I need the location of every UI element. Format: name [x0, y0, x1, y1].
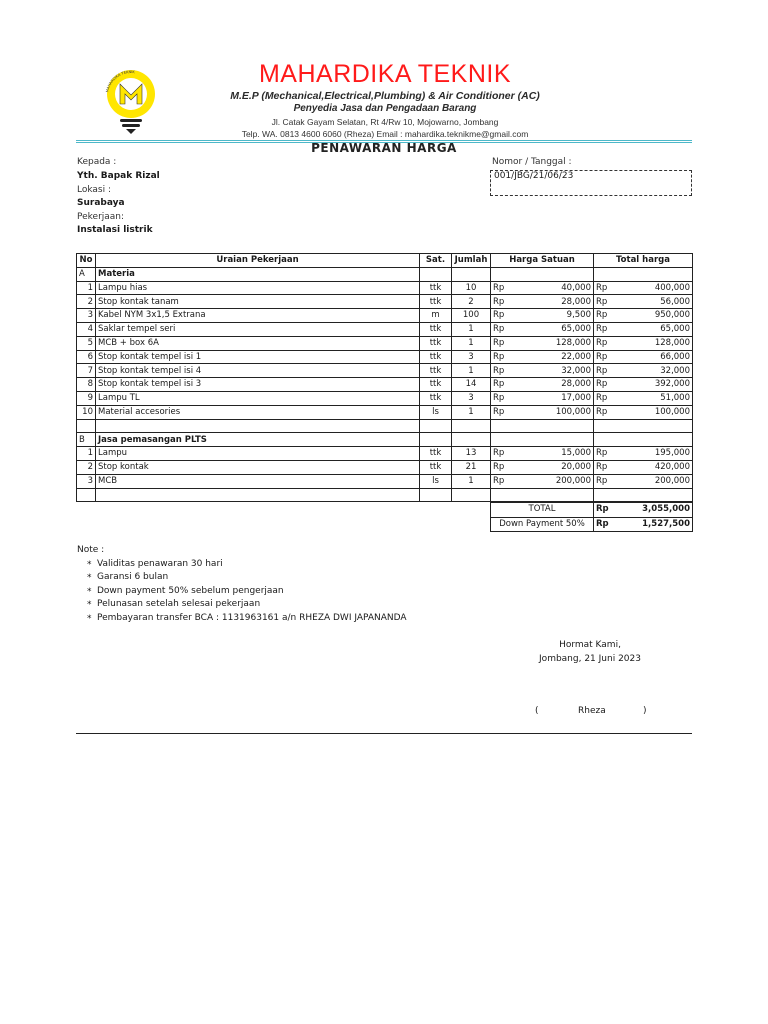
company-contact: Telp. WA. 0813 4600 6060 (Rheza) Email : mahardika.teknikme@gmail.com [241, 129, 529, 139]
col-header-no: No [77, 254, 96, 268]
price-table [76, 253, 693, 502]
item-qty: 14 [452, 378, 491, 392]
item-price-currency: Rp [493, 351, 505, 362]
kepada-label: Kepada : [77, 157, 117, 167]
item-total: 51,000 [660, 393, 690, 404]
item-no: 7 [77, 364, 96, 378]
notes-label: Note : [77, 545, 105, 555]
company-address: Jl. Catak Gayam Selatan, Rt 4/Rw 10, Mojowarno, Jombang [271, 117, 499, 127]
item-total: 65,000 [660, 324, 690, 335]
dp-label: Down Payment 50% [491, 517, 594, 532]
item-unit: ttk [420, 281, 452, 295]
pekerjaan-label: Pekerjaan: [77, 212, 125, 222]
item-price-currency: Rp [493, 296, 505, 307]
item-no: 1 [77, 281, 96, 295]
company-logo [100, 66, 162, 138]
col-header-sat: Sat. [420, 254, 452, 268]
table-row [77, 447, 693, 461]
item-total: 950,000 [654, 310, 690, 321]
item-total: 195,000 [654, 448, 690, 459]
blank-row [77, 488, 693, 502]
item-total-currency: Rp [596, 324, 608, 335]
section-title: Materia [96, 267, 420, 281]
item-total-cell [594, 474, 693, 488]
item-price-cell [491, 460, 594, 474]
item-no: 9 [77, 391, 96, 405]
table-row [77, 405, 693, 419]
item-total: 392,000 [654, 379, 690, 390]
item-qty: 3 [452, 391, 491, 405]
blank-row [77, 419, 693, 433]
item-price: 40,000 [561, 282, 591, 293]
item-description: Lampu TL [96, 391, 420, 405]
item-description: Material accesories [96, 405, 420, 419]
item-price: 28,000 [561, 296, 591, 307]
signature-open-paren: ( [535, 706, 539, 716]
item-unit: ttk [420, 378, 452, 392]
table-row [77, 336, 693, 350]
footer-divider [76, 733, 692, 734]
table-row [77, 460, 693, 474]
table-header-row [77, 254, 693, 268]
item-unit: ttk [420, 336, 452, 350]
item-qty: 2 [452, 295, 491, 309]
col-header-uraian: Uraian Pekerjaan [96, 254, 420, 268]
item-description: Stop kontak [96, 460, 420, 474]
item-unit: ttk [420, 364, 452, 378]
item-no: 2 [77, 460, 96, 474]
item-total-cell [594, 309, 693, 323]
item-price-cell [491, 295, 594, 309]
col-header-harga-satuan: Harga Satuan [491, 254, 594, 268]
item-total-currency: Rp [596, 406, 608, 417]
signature-name: Rheza [578, 706, 606, 716]
item-total-cell [594, 391, 693, 405]
item-no: 6 [77, 350, 96, 364]
item-qty: 100 [452, 309, 491, 323]
item-price-cell [491, 391, 594, 405]
item-total-currency: Rp [596, 393, 608, 404]
item-price-cell [491, 474, 594, 488]
table-row [77, 281, 693, 295]
item-total-cell [594, 405, 693, 419]
item-total-cell [594, 364, 693, 378]
item-qty: 3 [452, 350, 491, 364]
item-price-currency: Rp [493, 475, 505, 486]
lokasi-label: Lokasi : [77, 185, 112, 195]
item-qty: 1 [452, 336, 491, 350]
total-value: 3,055,000 [642, 504, 690, 515]
item-price: 17,000 [561, 393, 591, 404]
item-total-cell [594, 447, 693, 461]
item-total: 56,000 [660, 296, 690, 307]
total-row [491, 503, 693, 518]
item-price-cell [491, 350, 594, 364]
item-total: 100,000 [654, 406, 690, 417]
item-total-currency: Rp [596, 462, 608, 473]
item-unit: ls [420, 474, 452, 488]
item-total: 128,000 [654, 337, 690, 348]
item-total: 66,000 [660, 351, 690, 362]
item-price-currency: Rp [493, 393, 505, 404]
item-total-cell [594, 460, 693, 474]
logo-ring-text: MAHARDIKA TEKNIK [105, 69, 135, 93]
item-description: Stop kontak tempel isi 3 [96, 378, 420, 392]
notes-section [77, 544, 407, 625]
kepada-value: Yth. Bapak Rizal [77, 171, 160, 181]
item-price-currency: Rp [493, 365, 505, 376]
item-description: Stop kontak tanam [96, 295, 420, 309]
item-price-currency: Rp [493, 282, 505, 293]
dp-value: 1,527,500 [642, 518, 690, 529]
item-price-cell [491, 405, 594, 419]
item-qty: 13 [452, 447, 491, 461]
item-description: Stop kontak tempel isi 4 [96, 364, 420, 378]
item-total-currency: Rp [596, 337, 608, 348]
section-code: A [77, 267, 96, 281]
item-total-currency: Rp [596, 379, 608, 390]
item-price-cell [491, 447, 594, 461]
table-row [77, 295, 693, 309]
nomor-value: 001/JBG/21/06/23 [494, 171, 574, 181]
item-unit: ttk [420, 391, 452, 405]
item-no: 3 [77, 309, 96, 323]
item-price: 65,000 [561, 324, 591, 335]
item-no: 10 [77, 405, 96, 419]
note-item: * Validitas penawaran 30 hari [87, 558, 407, 572]
item-price-currency: Rp [493, 310, 505, 321]
item-price-cell [491, 364, 594, 378]
section-code: B [77, 433, 96, 447]
item-no: 4 [77, 322, 96, 336]
note-item: * Pembayaran transfer BCA : 1131963161 a/n RHEZA DWI JAPANANDA [87, 612, 407, 626]
document-title: PENAWARAN HARGA [311, 141, 457, 155]
item-no: 5 [77, 336, 96, 350]
item-qty: 10 [452, 281, 491, 295]
item-total-cell [594, 378, 693, 392]
item-description: Lampu [96, 447, 420, 461]
company-subtitle: Penyedia Jasa dan Pengadaan Barang [293, 103, 477, 114]
item-price-currency: Rp [493, 406, 505, 417]
item-total-currency: Rp [596, 475, 608, 486]
item-description: Stop kontak tempel isi 1 [96, 350, 420, 364]
item-price: 200,000 [555, 475, 591, 486]
item-price-currency: Rp [493, 324, 505, 335]
item-description: Lampu hias [96, 281, 420, 295]
item-total-currency: Rp [596, 310, 608, 321]
section-row [77, 433, 693, 447]
table-body [77, 267, 693, 502]
item-qty: 21 [452, 460, 491, 474]
item-unit: ttk [420, 322, 452, 336]
item-no: 2 [77, 295, 96, 309]
item-unit: ttk [420, 350, 452, 364]
item-qty: 1 [452, 364, 491, 378]
company-name: MAHARDIKA TEKNIK [258, 60, 512, 88]
section-title: Jasa pemasangan PLTS [96, 433, 420, 447]
logo-bar-2 [122, 124, 140, 127]
item-total-currency: Rp [596, 282, 608, 293]
table-row [77, 364, 693, 378]
item-unit: ttk [420, 447, 452, 461]
item-total-cell [594, 322, 693, 336]
signature-close-paren: ) [643, 706, 647, 716]
note-item: * Pelunasan setelah selesai pekerjaan [87, 598, 407, 612]
item-description: Kabel NYM 3x1,5 Extrana [96, 309, 420, 323]
item-price-cell [491, 322, 594, 336]
closing-greeting: Hormat Kami, [559, 640, 621, 650]
table-row [77, 322, 693, 336]
item-qty: 1 [452, 405, 491, 419]
item-total-currency: Rp [596, 351, 608, 362]
item-total-currency: Rp [596, 448, 608, 459]
item-total: 400,000 [654, 282, 690, 293]
table-row [77, 391, 693, 405]
item-price: 15,000 [561, 448, 591, 459]
table-row [77, 378, 693, 392]
item-price: 100,000 [555, 406, 591, 417]
item-no: 3 [77, 474, 96, 488]
section-row [77, 267, 693, 281]
item-description: MCB + box 6A [96, 336, 420, 350]
item-price-currency: Rp [493, 462, 505, 473]
item-price-currency: Rp [493, 337, 505, 348]
item-unit: ttk [420, 295, 452, 309]
totals-table [490, 502, 693, 532]
item-price-cell [491, 336, 594, 350]
total-label: TOTAL [491, 503, 594, 518]
company-tagline: M.E.P (Mechanical,Electrical,Plumbing) & Air Conditioner (AC) [230, 90, 540, 102]
item-qty: 1 [452, 322, 491, 336]
item-total-cell [594, 350, 693, 364]
item-price: 9,500 [566, 310, 591, 321]
dp-currency: Rp [596, 518, 609, 529]
table-row [77, 309, 693, 323]
logo-bar-1 [120, 119, 142, 122]
item-no: 8 [77, 378, 96, 392]
item-price-currency: Rp [493, 448, 505, 459]
note-item: * Down payment 50% sebelum pengerjaan [87, 585, 407, 599]
item-price-currency: Rp [493, 379, 505, 390]
item-price-cell [491, 309, 594, 323]
item-price-cell [491, 378, 594, 392]
item-unit: m [420, 309, 452, 323]
closing-place-date: Jombang, 21 Juni 2023 [539, 654, 641, 664]
col-header-total-harga: Total harga [594, 254, 693, 268]
logo-bar-3 [126, 129, 136, 134]
item-total-cell [594, 281, 693, 295]
item-total-cell [594, 336, 693, 350]
item-no: 1 [77, 447, 96, 461]
pekerjaan-value: Instalasi listrik [77, 225, 153, 235]
item-price: 22,000 [561, 351, 591, 362]
item-qty: 1 [452, 474, 491, 488]
note-item: * Garansi 6 bulan [87, 571, 407, 585]
col-header-jumlah: Jumlah [452, 254, 491, 268]
item-total-currency: Rp [596, 365, 608, 376]
notes-list [77, 558, 407, 626]
nomor-label: Nomor / Tanggal : [492, 157, 572, 167]
closing-block [490, 638, 690, 666]
item-total: 32,000 [660, 365, 690, 376]
dp-row [491, 517, 693, 532]
item-price: 28,000 [561, 379, 591, 390]
lokasi-value: Surabaya [77, 198, 125, 208]
item-total: 420,000 [654, 462, 690, 473]
item-description: Saklar tempel seri [96, 322, 420, 336]
item-price-cell [491, 281, 594, 295]
item-total: 200,000 [654, 475, 690, 486]
item-unit: ttk [420, 460, 452, 474]
item-unit: ls [420, 405, 452, 419]
item-price: 128,000 [555, 337, 591, 348]
item-total-cell [594, 295, 693, 309]
total-currency: Rp [596, 504, 609, 515]
item-total-currency: Rp [596, 296, 608, 307]
item-price: 32,000 [561, 365, 591, 376]
table-row [77, 474, 693, 488]
item-price: 20,000 [561, 462, 591, 473]
item-description: MCB [96, 474, 420, 488]
table-row [77, 350, 693, 364]
